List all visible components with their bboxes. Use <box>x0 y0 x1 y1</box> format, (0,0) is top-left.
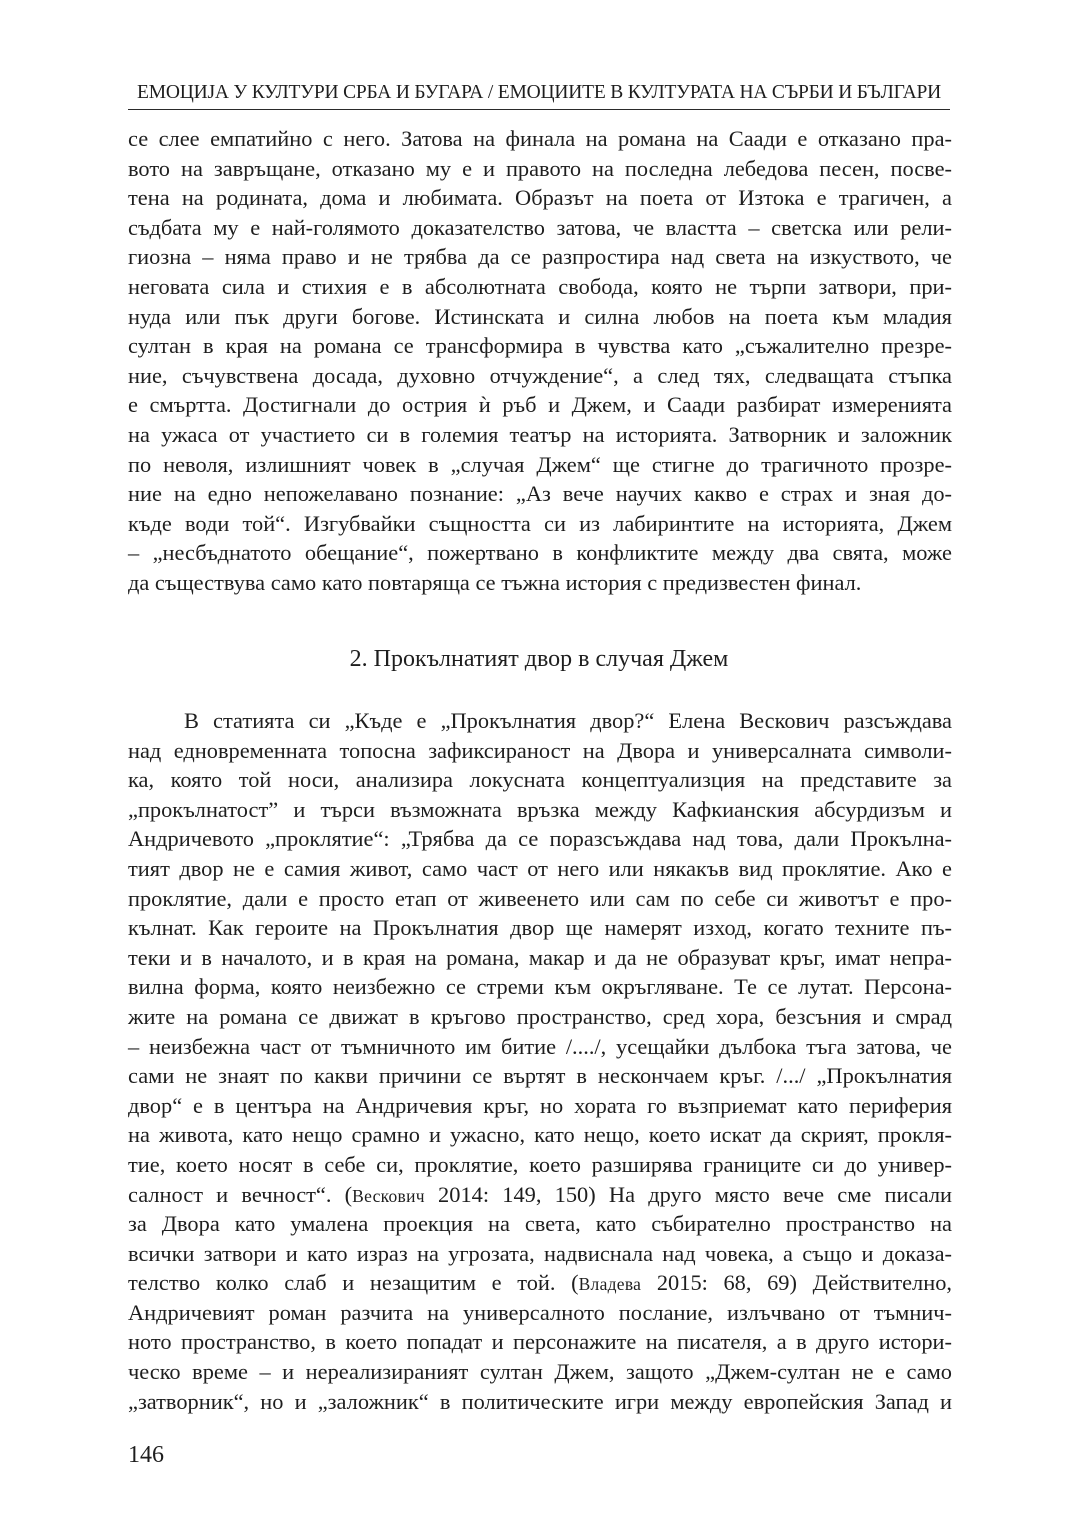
text-line-with-citation <box>128 1180 952 1210</box>
page-number: 146 <box>128 1442 164 1468</box>
text-line: кълнат. Как героите на Прокълнатия двор ще намерят изход, когато техните пъ- <box>128 915 952 941</box>
text-line: всички затвори и като израз на угрозата, надвиснала над човека, а също и доказа- <box>128 1240 952 1266</box>
text-line: султан в края на романа се трансформира в чувства като „съжалително презре- <box>128 333 952 359</box>
text-line: на ужаса от участието си в големия театър на историята. Затворник и заложник <box>128 421 952 447</box>
text-segment: 2015: 68, 69) Действително, <box>641 1270 952 1296</box>
running-head: ЕМОЦИЈА У КУЛТУРИ СРБА И БУГАРА / ЕМОЦИИТЕ В КУЛТУРАТА НА СЪРБИ И БЪЛГАРИ <box>128 82 950 110</box>
text-line: вилна форма, която неизбежно се стреми към окръгляване. Те се лутат. Персона- <box>128 974 952 1000</box>
text-line: се слее емпатийно с него. Затова на финала на романа на Саади е отказано пра- <box>128 126 952 151</box>
text-line: тие, което носят в себе си, проклятие, което разширява границите си до универ- <box>128 1151 952 1177</box>
text-line: по неволя, излишният човек в „случая Джем“ ще стигне до трагичното прозре- <box>128 451 952 477</box>
text-line: неговата сила и стихия е в абсолютната свобода, която не търпи затвори, при- <box>128 273 952 299</box>
text-line: ние, съчувствена досада, духовно отчуждение“, а след тях, следващата стъпка <box>128 362 952 388</box>
text-line: на живота, като нещо срамно и ужасно, като нещо, което искат да скрият, прокля- <box>128 1122 952 1148</box>
section-heading: 2. Прокълнатият двор в случая Джем <box>349 646 729 672</box>
text-line: теки и в началото, и в края на романа, макар и да не образуват кръг, имат непра- <box>128 944 952 970</box>
text-segment: телство колко слаб и незащитим е той. ( <box>128 1270 579 1296</box>
text-line: „прокълнатост” и търси възможната връзка между Кафкианския абсурдизъм и <box>128 796 952 822</box>
text-line: нуда или пък други богове. Истинската и силна любов на поета към младия <box>128 303 952 329</box>
text-line-with-citation <box>128 1268 952 1298</box>
text-line: къде води той“. Изгубвайки същността си из лабиринтите на историята, Джем <box>128 510 952 536</box>
paragraph-section-2 <box>128 706 952 1416</box>
text-line: ческо време – и нереализираният султан Джем, защото „Джем-султан не е само <box>128 1359 952 1385</box>
text-line: двор“ е в центъра на Андричевия кръг, но хората го възприемат като периферия <box>128 1092 952 1118</box>
text-line: съдбата му е най-голямото доказателство затова, че властта – светска или рели- <box>128 214 952 240</box>
text-line: – неизбежна част от тъмничното им битие /..../, усещайки дълбока тъга затова, че <box>128 1033 952 1059</box>
text-line: над едновременната топосна зафиксираност на Двора и универсалната символи- <box>128 737 952 763</box>
text-line: ното пространство, в което попадат и персонажите на писателя, а в друго истори- <box>128 1329 952 1355</box>
text-segment: 2014: 149, 150) На друго място вече сме писали <box>424 1181 952 1207</box>
text-line: – „несбъднатото обещание“, пожертвано в конфликтите между два свята, може <box>128 540 952 566</box>
text-segment: салност и вечност“. ( <box>128 1181 353 1207</box>
text-line: е смъртта. Достигнали до острия ѝ ръб и Джем, и Саади разбират измеренията <box>128 392 952 418</box>
text-line: вото на завръщане, отказано му е и правото на последна лебедова песен, посве- <box>128 155 952 181</box>
text-line: проклятие, дали е просто етап от живеенето или сам по себе си животът е про- <box>128 885 952 911</box>
text-line: сами не знаят по какви причини се въртят в нескончаем кръг. /.../ „Прокълнатия <box>128 1063 952 1089</box>
citation-author: Владева <box>578 1274 642 1295</box>
text-line: „затворник“, но и „заложник“ в политическите игри между европейския Запад и <box>128 1388 952 1414</box>
text-line: за Двора като умалена проекция на света, като събирателно пространство на <box>128 1211 952 1237</box>
text-line: гиозна – няма право и не трябва да се разпростира над света на изкуството, че <box>128 244 952 270</box>
text-line: ние на едно непожелавано познание: „Аз вече научих какво е страх и зная до- <box>128 481 952 507</box>
text-line: да съществува само като повтаряща се тъжна история с предизвестен финал. <box>128 569 862 595</box>
text-line: жите на романа се движат в кръгово пространство, сред хора, безсъния и смрад <box>128 1003 952 1029</box>
paragraph-continued <box>128 124 952 598</box>
text-line: Андричевият роман разчита на универсалното послание, излъчвано от тъмнич- <box>128 1299 952 1325</box>
text-line: тена на родината, дома и любимата. Образът на поета от Изтока е трагичен, а <box>128 185 952 211</box>
citation-author: Вескович <box>352 1185 425 1206</box>
text-line: ка, която той носи, анализира локусната концептуализция на представите за <box>128 767 952 793</box>
text-line: тият двор не е самия живот, само част от него или някакъв вид проклятие. Ако е <box>128 855 952 881</box>
text-line: Андричевото „проклятие“: „Трябва да се поразсъждава над това, дали Прокълна- <box>128 826 952 852</box>
text-line: В статията си „Къде е „Прокълнатия двор?“ Елена Вескович разсъждава <box>184 708 952 733</box>
